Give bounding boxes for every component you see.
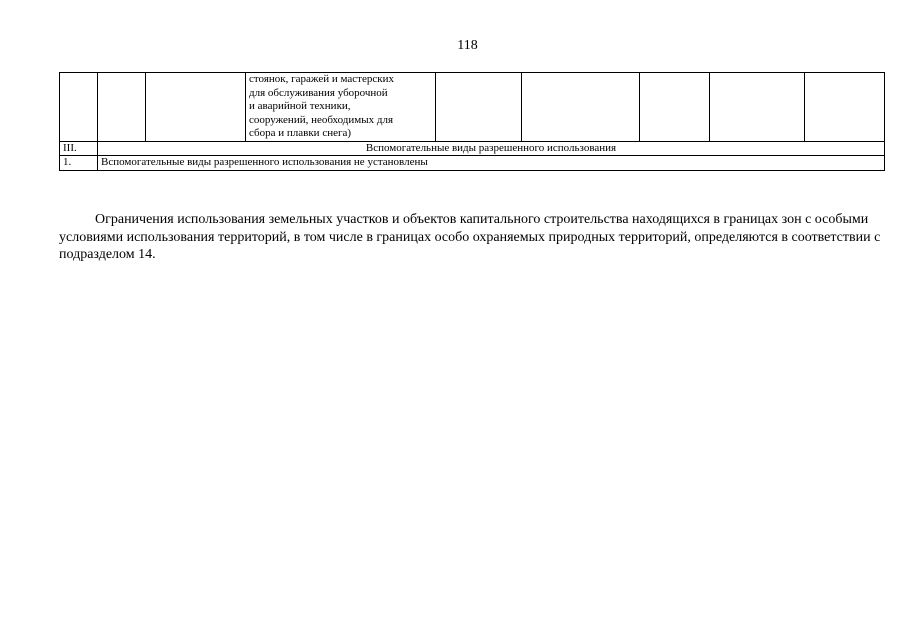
table-cell	[146, 73, 246, 142]
cell-description-text: стоянок, гаражей и мастерских для обслуживания уборочной и аварийной техники, сооружений, необходимых для сбора и плавки снега)	[249, 73, 394, 139]
item-index-cell: 1.	[60, 156, 98, 171]
body-paragraph: Ограничения использования земельных участков и объектов капитального строительства находящихся в границах зон с особыми условиями использования территорий, в том числе в границах особо охраняемых природных территорий, определяются в соответствии с подразделом 14.	[59, 212, 881, 262]
table-cell	[522, 73, 640, 142]
section-index-cell: III.	[60, 141, 98, 156]
table-cell	[640, 73, 710, 142]
table-row	[60, 73, 885, 142]
table-cell-description	[246, 73, 436, 142]
table-cell	[805, 73, 885, 142]
table-section-row	[60, 141, 885, 156]
table-cell	[436, 73, 522, 142]
page-number: 118	[457, 38, 478, 53]
section-title-cell: Вспомогательные виды разрешенного использования	[98, 141, 885, 156]
table-cell	[98, 73, 146, 142]
table-row	[60, 156, 885, 171]
item-text-cell: Вспомогательные виды разрешенного использования не установлены	[98, 156, 885, 171]
land-use-table	[59, 72, 885, 171]
table-cell	[710, 73, 805, 142]
table-cell	[60, 73, 98, 142]
